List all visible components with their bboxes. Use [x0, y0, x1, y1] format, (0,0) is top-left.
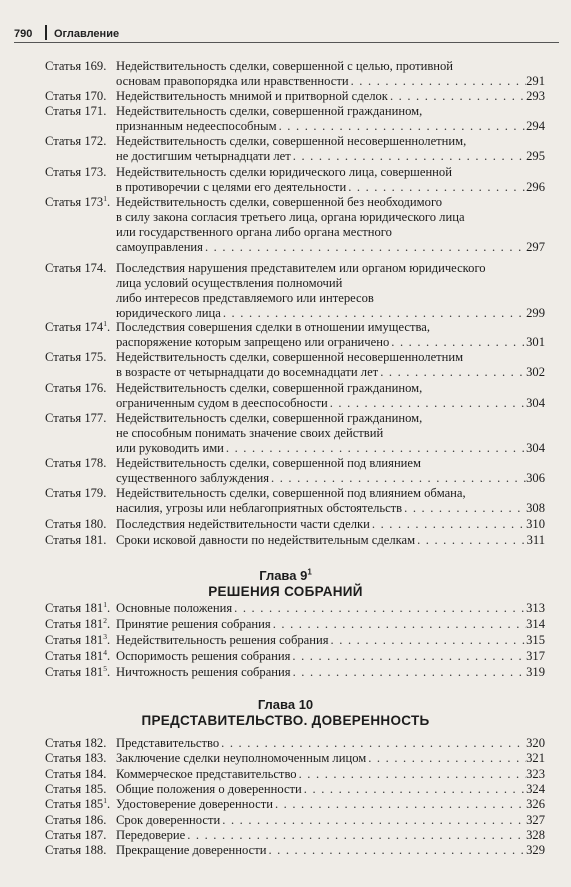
- article-title-line: Недействительность мнимой и притворной сделок . . . 293: [116, 89, 545, 104]
- article-title-line: Недействительность сделки, совершенной гражданином,: [116, 411, 423, 425]
- article-title-line: или руководить ими . . . 304: [116, 441, 545, 456]
- article-label: Статья 183.: [45, 751, 107, 765]
- chapter-9-1-title: РЕШЕНИЯ СОБРАНИЙ: [208, 584, 363, 599]
- article-title-line: Недействительность сделки, совершенной гражданином,: [116, 381, 423, 395]
- article-title-line: Последствия недействительности части сделки . . . 310: [116, 517, 545, 532]
- article-title-line: Основные положения . . . 313: [116, 601, 545, 616]
- article-title-line: Общие положения о доверенности . . . 324: [116, 782, 545, 797]
- article-title-line: Последствия совершения сделки в отношении имущества,: [116, 320, 431, 334]
- article-label: Статья 174.: [45, 261, 107, 275]
- article-title-line: не достигшим четырнадцати лет . . . 295: [116, 149, 545, 164]
- dot-leader: [291, 665, 527, 680]
- article-label: Статья 181.: [45, 533, 107, 547]
- article-label: Статья 188.: [45, 843, 107, 857]
- dot-leader: [291, 149, 526, 164]
- dot-leader: [219, 736, 526, 751]
- article-title-line: Передоверие . . . 328: [116, 828, 545, 843]
- article-title-line: Срок доверенности . . . 327: [116, 813, 545, 828]
- article-label: Статья 179.: [45, 486, 107, 500]
- article-title-line: или государственного органа либо органа местного: [116, 225, 392, 239]
- article-title-line: Недействительность решения собрания . . . 315: [116, 633, 545, 648]
- page-ref: 304: [526, 396, 545, 410]
- article-title-line: самоуправления . . . 297: [116, 240, 545, 255]
- page-ref: 304: [526, 441, 545, 455]
- article-title-line: насилия, угрозы или неблагоприятных обстоятельств . . . 308: [116, 501, 545, 516]
- article-title-line: не способным понимать значение своих действий: [116, 426, 384, 440]
- article-label: Статья $185^1$.: [45, 795, 111, 811]
- dot-leader: [389, 335, 526, 350]
- article-label: Статья 177.: [45, 411, 107, 425]
- article-label: Статья 184.: [45, 767, 107, 781]
- article-label: Статья $181^5$.: [45, 663, 111, 679]
- dot-leader: [224, 441, 526, 456]
- article-label: Статья $181^2$.: [45, 615, 111, 631]
- page-ref: 295: [526, 149, 545, 163]
- dot-leader: [388, 89, 526, 104]
- dot-leader: [415, 533, 526, 548]
- page-ref: 302: [526, 365, 545, 379]
- page-ref: 329: [526, 843, 545, 857]
- article-title-line: Коммерческое представительство . . . 323: [116, 767, 545, 782]
- article-title-line: существенного заблуждения . . . 306: [116, 471, 545, 486]
- article-title-line: Недействительность сделки, совершенной под влиянием: [116, 456, 421, 470]
- article-label: Статья 187.: [45, 828, 107, 842]
- article-label: Статья 185.: [45, 782, 107, 796]
- article-label: Статья $173^1$.: [45, 193, 111, 209]
- dot-leader: [220, 813, 526, 828]
- dot-leader: [203, 240, 526, 255]
- article-label: Статья 169.: [45, 59, 107, 73]
- page-ref: 328: [526, 828, 545, 842]
- page-ref: 311: [526, 533, 545, 547]
- article-title-line: в противоречии с целями его деятельности . . . 296: [116, 180, 545, 195]
- header-rule: [14, 42, 559, 43]
- dot-leader: [297, 767, 527, 782]
- dot-leader: [266, 843, 526, 858]
- dot-leader: [346, 180, 526, 195]
- article-label: Статья 175.: [45, 350, 107, 364]
- page-header: [14, 24, 559, 42]
- header-divider: [45, 25, 47, 40]
- page-ref: 324: [526, 782, 545, 796]
- article-title-line: Принятие решения собрания . . . 314: [116, 617, 545, 632]
- page-ref: 327: [526, 813, 545, 827]
- article-label: Статья 180.: [45, 517, 107, 531]
- dot-leader: [378, 365, 526, 380]
- article-title-line: Недействительность сделки, совершенной несовершеннолетним: [116, 350, 464, 364]
- chapter-10-title: ПРЕДСТАВИТЕЛЬСТВО. ДОВЕРЕННОСТЬ: [141, 713, 430, 728]
- page-ref: 301: [526, 335, 545, 349]
- dot-leader: [185, 828, 526, 843]
- article-label: Статья 178.: [45, 456, 107, 470]
- page-ref: 314: [526, 617, 545, 631]
- dot-leader: [277, 119, 527, 134]
- page-ref: 315: [526, 633, 545, 647]
- dot-leader: [349, 74, 527, 89]
- article-label: Статья 173.: [45, 165, 107, 179]
- article-title-line: Сроки исковой давности по недействительным сделкам . . . 311: [116, 533, 545, 548]
- dot-leader: [271, 617, 526, 632]
- page-ref: 310: [526, 517, 545, 531]
- page-ref: 291: [526, 74, 545, 88]
- section-title: Оглавление: [54, 28, 120, 40]
- page-ref: 308: [526, 501, 545, 515]
- article-title-line: Прекращение доверенности . . . 329: [116, 843, 545, 858]
- article-title-line: Недействительность сделки, совершенной с целью, противной: [116, 59, 454, 73]
- article-title-line: Недействительность сделки, совершенной гражданином,: [116, 104, 423, 118]
- page-ref: 313: [526, 601, 545, 615]
- dot-leader: [370, 517, 526, 532]
- article-title-line: Ничтожность решения собрания . . . 319: [116, 665, 545, 680]
- article-title-line: Представительство . . . 320: [116, 736, 545, 751]
- page-ref: 323: [526, 767, 545, 781]
- chapter-10-label: Глава 10: [257, 697, 314, 712]
- page-ref: 320: [526, 736, 545, 750]
- article-label: Статья $181^1$.: [45, 599, 111, 615]
- article-title-line: Удостоверение доверенности . . . 326: [116, 797, 545, 812]
- dot-leader: [232, 601, 526, 616]
- page-ref: 317: [526, 649, 545, 663]
- article-label: Статья 171.: [45, 104, 107, 118]
- article-title-line: Недействительность сделки, совершенной несовершеннолетним,: [116, 134, 467, 148]
- article-title-line: ограниченным судом в дееспособности . . . 304: [116, 396, 545, 411]
- dot-leader: [290, 649, 526, 664]
- dot-leader: [273, 797, 526, 812]
- page-ref: 321: [526, 751, 545, 765]
- article-label: Статья $181^3$.: [45, 631, 111, 647]
- article-title-line: Недействительность сделки, совершенной под влиянием обмана,: [116, 486, 466, 500]
- dot-leader: [302, 782, 526, 797]
- page-ref: 297: [526, 240, 545, 254]
- page-ref: 294: [526, 119, 545, 133]
- chapter-9-1-label: Глава $9^1$: [259, 567, 312, 583]
- article-label: Статья $174^1$.: [45, 318, 111, 334]
- article-title-line: основам правопорядка или нравственности . . . 291: [116, 74, 545, 89]
- article-title-line: Недействительность сделки, совершенной без необходимого: [116, 195, 443, 209]
- article-label: Статья 186.: [45, 813, 107, 827]
- dot-leader: [402, 501, 526, 516]
- dot-leader: [329, 633, 527, 648]
- article-label: Статья 176.: [45, 381, 107, 395]
- article-title-line: юридического лица . . . 299: [116, 306, 545, 321]
- article-title-line: в силу закона согласия третьего лица, органа юридического лица: [116, 210, 465, 224]
- page-number: 790: [14, 28, 33, 40]
- article-title-line: признанным недееспособным . . . 294: [116, 119, 545, 134]
- dot-leader: [366, 751, 526, 766]
- page-ref: 306: [526, 471, 545, 485]
- dot-leader: [328, 396, 526, 411]
- page-ref: 319: [526, 665, 545, 679]
- article-title-line: Заключение сделки неуполномоченным лицом . . . 321: [116, 751, 545, 766]
- article-label: Статья 170.: [45, 89, 107, 103]
- article-title-line: Оспоримость решения собрания . . . 317: [116, 649, 545, 664]
- article-label: Статья 182.: [45, 736, 107, 750]
- article-title-line: Последствия нарушения представителем или органом юридического: [116, 261, 486, 275]
- article-title-line: в возрасте от четырнадцати до восемнадцати лет . . . 302: [116, 365, 545, 380]
- article-label: Статья 172.: [45, 134, 107, 148]
- page-ref: 299: [526, 306, 545, 320]
- article-title-line: либо интересов представляемого или интересов: [116, 291, 374, 305]
- article-title-line: лица условий осуществления полномочий: [116, 276, 343, 290]
- page-ref: 326: [526, 797, 545, 811]
- article-title-line: Недействительность сделки юридического лица, совершенной: [116, 165, 452, 179]
- dot-leader: [269, 471, 526, 486]
- page-ref: 296: [526, 180, 545, 194]
- page-ref: 293: [526, 89, 545, 103]
- article-label: Статья $181^4$.: [45, 647, 111, 663]
- article-title-line: распоряжение которым запрещено или ограничено . . . 301: [116, 335, 545, 350]
- dot-leader: [221, 306, 526, 321]
